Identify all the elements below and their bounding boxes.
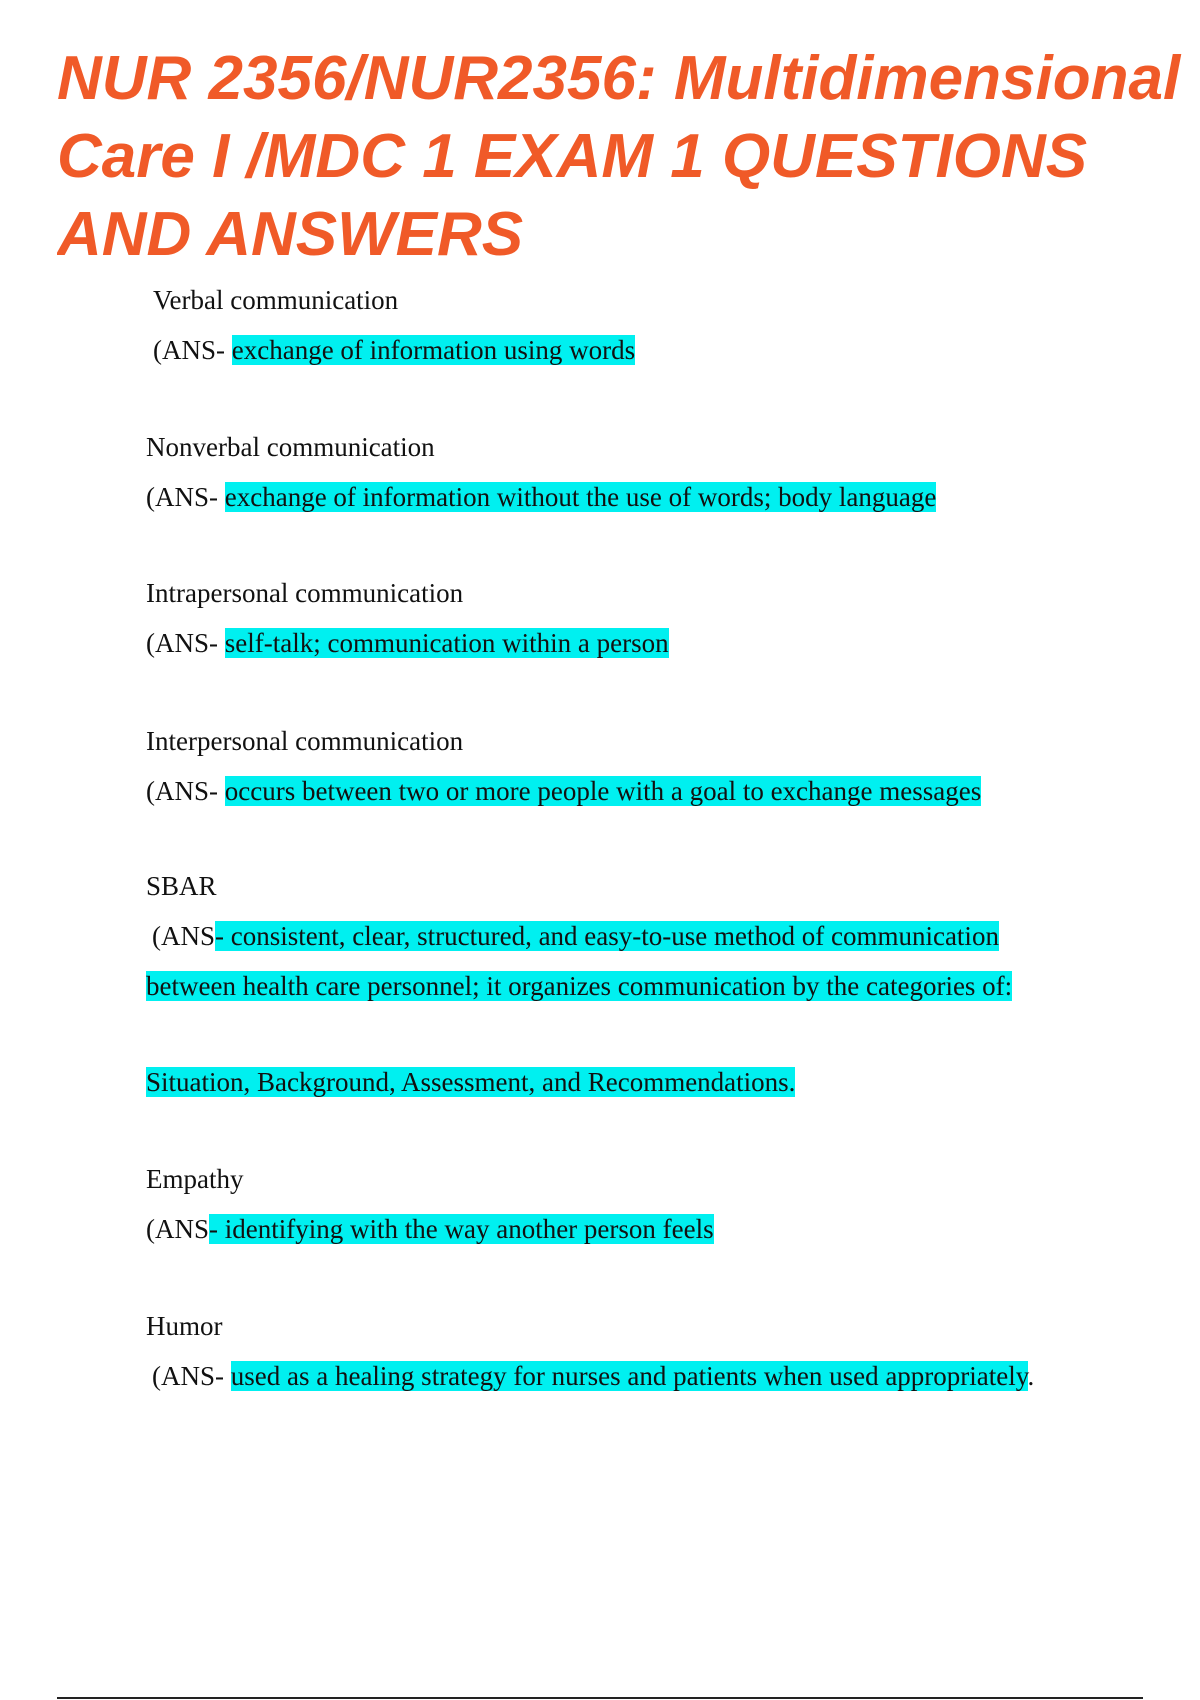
answer-line xyxy=(146,911,1012,961)
title-line-2: Care I /MDC 1 EXAM 1 QUESTIONS xyxy=(57,122,1088,191)
answer-prefix: (ANS xyxy=(146,1214,210,1244)
answer-line xyxy=(146,1204,714,1254)
highlighted-answer: - identifying with the way another person feels xyxy=(209,1214,714,1244)
qa-item-intrapersonal xyxy=(146,568,669,668)
title-line-3: AND ANSWERS xyxy=(57,200,524,269)
question-term: Humor xyxy=(146,1311,223,1341)
highlighted-answer: occurs between two or more people with a goal to exchange messages xyxy=(224,776,982,806)
highlighted-answer: exchange of information using words xyxy=(231,335,636,365)
qa-item-sbar xyxy=(146,861,1012,1107)
highlighted-answer: - consistent, clear, structured, and easy-to-use method of communication xyxy=(215,921,999,951)
highlighted-answer: Situation, Background, Assessment, and Recommendations. xyxy=(146,1067,796,1097)
answer-line xyxy=(146,766,981,816)
highlighted-answer: self-talk; communication within a person xyxy=(224,628,669,658)
answer-line xyxy=(153,325,635,375)
question-term: Verbal communication xyxy=(153,285,399,315)
answer-prefix: (ANS- xyxy=(146,628,225,658)
answer-suffix: . xyxy=(1027,1361,1035,1391)
qa-item-humor xyxy=(146,1301,1034,1401)
answer-line xyxy=(146,961,1012,1011)
footer-divider xyxy=(57,1697,1143,1699)
document-title xyxy=(57,40,1200,274)
highlighted-answer: used as a healing strategy for nurses and patients when used appropriately xyxy=(230,1361,1028,1391)
highlighted-answer: between health care personnel; it organizes communication by the categories of: xyxy=(146,971,1013,1001)
answer-line xyxy=(146,1351,1034,1401)
qa-item-interpersonal xyxy=(146,716,981,816)
question-term: Intrapersonal communication xyxy=(146,578,464,608)
answer-prefix: (ANS- xyxy=(146,482,225,512)
question-term: Nonverbal communication xyxy=(146,432,435,462)
answer-prefix: (ANS- xyxy=(152,1361,231,1391)
answer-line xyxy=(146,1057,1012,1107)
question-term: Interpersonal communication xyxy=(146,726,464,756)
answer-line xyxy=(146,472,936,522)
title-line-1: NUR 2356/NUR2356: Multidimensional xyxy=(57,44,1181,113)
highlighted-answer: exchange of information without the use of words; body language xyxy=(224,482,937,512)
qa-item-empathy xyxy=(146,1154,714,1254)
question-term: SBAR xyxy=(146,871,217,901)
answer-line xyxy=(146,618,669,668)
qa-item-verbal xyxy=(153,275,635,375)
qa-item-nonverbal xyxy=(146,422,936,522)
answer-prefix: (ANS- xyxy=(146,776,225,806)
answer-prefix: (ANS- xyxy=(153,335,232,365)
question-term: Empathy xyxy=(146,1164,244,1194)
answer-prefix: (ANS xyxy=(152,921,216,951)
